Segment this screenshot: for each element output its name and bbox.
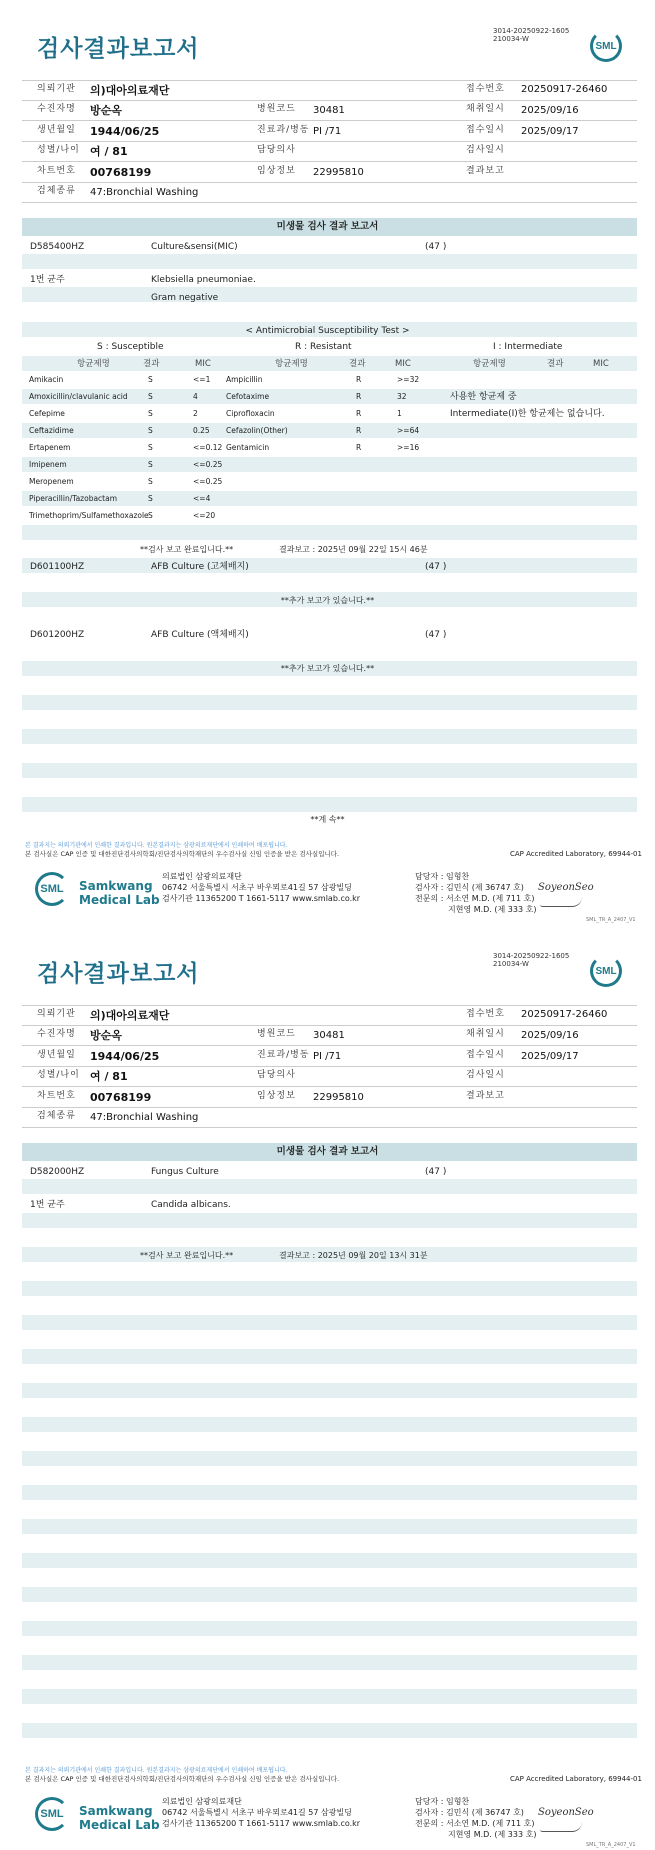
- dept-value: PI /71: [313, 1051, 342, 1062]
- ast-row-mic: <=0.12: [193, 443, 223, 452]
- specimen-label: 검체종류: [37, 1111, 76, 1121]
- ast-row-result: S: [148, 494, 153, 503]
- reception-no-value: 20250917-26460: [521, 84, 608, 95]
- test-code: D601200HZ: [30, 630, 85, 640]
- empty-row-band: [22, 1723, 637, 1738]
- samkwang-logo-icon: SML: [35, 872, 69, 908]
- reception-no-label: 접수번호: [466, 84, 505, 94]
- report-page-2: [0, 925, 655, 1850]
- footer-contact: 검사기관 11365200 T 1661-5117 www.smlab.co.kr: [162, 1819, 361, 1828]
- ast-row-result: S: [148, 426, 153, 435]
- test-name: Fungus Culture: [151, 1167, 219, 1177]
- footer-address: 06742 서울특별시 서초구 바우뫼로41길 57 삼광빌딩: [162, 883, 352, 892]
- specimen-value: 47:Bronchial Washing: [90, 187, 199, 198]
- ast-row-mic: 1: [397, 409, 402, 418]
- ast-row-mic: <=0.25: [193, 477, 223, 486]
- ast-header-drug: 항균제명: [473, 359, 506, 369]
- ast-row-result: R: [356, 426, 362, 435]
- empty-row-band: [22, 1655, 637, 1670]
- continued-note: **계 속**: [310, 815, 345, 824]
- ast-row-drug: Ciprofloxacin: [226, 409, 275, 418]
- report-time: 결과보고 : 2025년 09월 22일 15시 46분: [279, 545, 428, 554]
- ast-row-result: S: [148, 392, 153, 401]
- footer-org: 의료법인 삼광의료재단: [162, 1797, 242, 1806]
- clinical-value: 22995810: [313, 1092, 364, 1103]
- empty-row-band: [22, 1315, 637, 1330]
- test-code: D582000HZ: [30, 1167, 85, 1177]
- ast-header-mic: MIC: [593, 359, 609, 369]
- footer-certification: 본 검사실은 CAP 인증 및 대한진단검사의학회/진단검사의학재단의 우수검사실 신임 인증을 받은 검사실입니다.: [25, 850, 340, 858]
- clinical-label: 임상정보: [257, 166, 296, 176]
- legend-susceptible: S : Susceptible: [97, 342, 164, 352]
- ast-header-drug: 항균제명: [77, 359, 110, 369]
- ast-row-result: S: [148, 375, 153, 384]
- ast-row-result: S: [148, 460, 153, 469]
- report-title: 검사결과보고서: [37, 961, 200, 987]
- empty-row-band: [22, 1451, 637, 1466]
- ast-row-mic: 2: [193, 409, 198, 418]
- ast-row-drug: Trimethoprim/Sulfamethoxazole: [29, 511, 149, 520]
- ast-header-result: 결과: [349, 359, 366, 369]
- empty-row-band: [22, 1485, 637, 1500]
- report-time: 결과보고 : 2025년 09월 20일 13시 31분: [279, 1251, 428, 1260]
- reception-date-value: 2025/09/17: [521, 1051, 579, 1062]
- birth-label: 생년월일: [37, 125, 76, 135]
- footer-disclaimer: 본 결과지는 의뢰기관에서 인쇄한 결과입니다. 원본결과지는 삼광의료재단에서 인쇄하여 배포됩니다.: [25, 842, 288, 849]
- birth-value: 1944/06/25: [90, 125, 160, 138]
- more-reports-note: **추가 보고가 있습니다.**: [280, 664, 375, 673]
- sex-age-label: 성별/나이: [37, 1070, 80, 1080]
- report-complete-note: **검사 보고 완료입니다.**: [140, 545, 234, 554]
- samkwang-logo-icon: SML: [35, 1797, 69, 1833]
- ast-row-drug: Piperacillin/Tazobactam: [29, 494, 118, 503]
- ast-row-mic: >=32: [397, 375, 420, 384]
- hospital-code-value: 30481: [313, 105, 345, 116]
- section-title: 미생물 검사 결과 보고서: [276, 1146, 379, 1157]
- document-number: 3014-20250922-1605 210034-W: [493, 952, 570, 968]
- collect-date-value: 2025/09/16: [521, 1030, 579, 1041]
- sml-logo-icon: SML: [590, 955, 622, 991]
- institution-value: 의)대아의료재단: [90, 84, 170, 97]
- collect-date-value: 2025/09/16: [521, 105, 579, 116]
- reception-date-label: 접수일시: [466, 125, 505, 135]
- ast-row-drug: Amikacin: [29, 375, 64, 384]
- report-label: 결과보고: [466, 1091, 505, 1101]
- empty-row-band: [22, 1281, 637, 1296]
- signature-1: SoyeonSeo: [538, 882, 594, 893]
- test-num: (47 ): [425, 1167, 447, 1177]
- footer-specialist1: 전문의 : 서소연 M.D. (제 711 호): [415, 1819, 535, 1828]
- institution-label: 의뢰기관: [37, 1009, 76, 1019]
- ast-header-mic: MIC: [395, 359, 411, 369]
- legend-intermediate: I : Intermediate: [493, 342, 563, 352]
- ast-row-drug: Gentamicin: [226, 443, 270, 452]
- empty-row-band: [22, 1689, 637, 1704]
- ast-row-mic: <=0.25: [193, 460, 223, 469]
- report-title: 검사결과보고서: [37, 36, 200, 62]
- collect-date-label: 채취일시: [466, 1029, 505, 1039]
- signature-2: [540, 897, 582, 907]
- document-number: 3014-20250922-1605 210034-W: [493, 27, 570, 43]
- ast-note-line2: Intermediate(I)한 항균제는 없습니다.: [450, 409, 605, 419]
- ast-row-mic: 4: [193, 392, 198, 401]
- ast-row-result: R: [356, 409, 362, 418]
- patient-label: 수진자명: [37, 1029, 76, 1039]
- ast-row-result: S: [148, 511, 153, 520]
- ast-row-mic: 0.25: [193, 426, 210, 435]
- legend-resistant: R : Resistant: [295, 342, 352, 352]
- report-complete-note: **검사 보고 완료입니다.**: [140, 1251, 234, 1260]
- institution-value: 의)대아의료재단: [90, 1009, 170, 1022]
- empty-row-band: [22, 1621, 637, 1636]
- organism-name: Candida albicans.: [151, 1200, 231, 1210]
- dept-value: PI /71: [313, 126, 342, 137]
- ast-row-drug: Amoxicillin/clavulanic acid: [29, 392, 128, 401]
- footer-disclaimer: 본 결과지는 의뢰기관에서 인쇄한 결과입니다. 원본결과지는 삼광의료재단에서 인쇄하여 배포됩니다.: [25, 1767, 288, 1774]
- organism-name: Klebsiella pneumoniae.: [151, 275, 256, 285]
- ast-header-result: 결과: [143, 359, 160, 369]
- empty-row-band: [22, 1519, 637, 1534]
- form-version: SML_TR_A_2407_V1: [586, 1842, 636, 1848]
- patient-label: 수진자명: [37, 104, 76, 114]
- chart-label: 차트번호: [37, 1091, 76, 1101]
- ast-header-mic: MIC: [195, 359, 211, 369]
- reception-no-value: 20250917-26460: [521, 1009, 608, 1020]
- ast-row-drug: Ampicillin: [226, 375, 263, 384]
- signature-1: SoyeonSeo: [538, 1807, 594, 1818]
- empty-row-band: [22, 1587, 637, 1602]
- sex-age-value: 여 / 81: [90, 1070, 128, 1083]
- empty-row-band: [22, 1553, 637, 1568]
- ast-title: < Antimicrobial Susceptibility Test >: [245, 326, 410, 336]
- reception-no-label: 접수번호: [466, 1009, 505, 1019]
- footer-examiner: 검사자 : 김민식 (제 36747 호): [415, 883, 524, 892]
- section-title: 미생물 검사 결과 보고서: [276, 221, 379, 232]
- dept-label: 진료과/병동: [257, 125, 310, 135]
- sml-logo-icon: SML: [590, 30, 622, 66]
- ast-row-mic: <=1: [193, 375, 211, 384]
- test-code: D601100HZ: [30, 562, 85, 572]
- ast-row-drug: Ertapenem: [29, 443, 71, 452]
- test-name: AFB Culture (고체배지): [151, 562, 249, 572]
- ast-row-result: S: [148, 443, 153, 452]
- test-num: (47 ): [425, 562, 447, 572]
- footer-specialist2: 지현영 M.D. (제 333 호): [448, 905, 537, 914]
- sex-age-value: 여 / 81: [90, 145, 128, 158]
- samkwang-name: Samkwang Medical Lab: [79, 1804, 160, 1832]
- institution-label: 의뢰기관: [37, 84, 76, 94]
- form-version: SML_TR_A_2407_V1: [586, 917, 636, 923]
- report-label: 결과보고: [466, 166, 505, 176]
- organism-label: 1번 균주: [30, 1200, 65, 1210]
- chart-value: 00768199: [90, 1091, 152, 1104]
- ast-row-mic: 32: [397, 392, 407, 401]
- more-reports-note: **추가 보고가 있습니다.**: [280, 596, 375, 605]
- ast-row-drug: Imipenem: [29, 460, 67, 469]
- ast-row-drug: Cefepime: [29, 409, 65, 418]
- ast-row-drug: Meropenem: [29, 477, 74, 486]
- ast-note-line1: 사용한 항균제 중: [450, 392, 517, 402]
- ast-header-result: 결과: [547, 359, 564, 369]
- empty-row-band: [22, 1383, 637, 1398]
- cap-accreditation: CAP Accredited Laboratory, 69944-01: [510, 1775, 642, 1783]
- ast-row-result: R: [356, 392, 362, 401]
- signature-2: [540, 1822, 582, 1832]
- hospital-code-value: 30481: [313, 1030, 345, 1041]
- hospital-code-label: 병원코드: [257, 104, 296, 114]
- samkwang-name: Samkwang Medical Lab: [79, 879, 160, 907]
- ast-row-mic: >=16: [397, 443, 420, 452]
- ast-row-drug: Cefotaxime: [226, 392, 270, 401]
- chart-value: 00768199: [90, 166, 152, 179]
- footer-specialist1: 전문의 : 서소연 M.D. (제 711 호): [415, 894, 535, 903]
- sex-age-label: 성별/나이: [37, 145, 80, 155]
- organism-label: 1번 균주: [30, 275, 65, 285]
- footer-specialist2: 지현영 M.D. (제 333 호): [448, 1830, 537, 1839]
- footer-manager: 담당자 : 임형찬: [415, 1797, 470, 1806]
- gram-stain: Gram negative: [151, 293, 219, 303]
- test-num: (47 ): [425, 242, 447, 252]
- birth-value: 1944/06/25: [90, 1050, 160, 1063]
- patient-value: 방순옥: [90, 104, 122, 117]
- doctor-label: 담당의사: [257, 145, 296, 155]
- cap-accreditation: CAP Accredited Laboratory, 69944-01: [510, 850, 642, 858]
- doctor-label: 담당의사: [257, 1070, 296, 1080]
- dept-label: 진료과/병동: [257, 1050, 310, 1060]
- ast-row-mic: <=20: [193, 511, 216, 520]
- specimen-value: 47:Bronchial Washing: [90, 1112, 199, 1123]
- ast-row-result: S: [148, 477, 153, 486]
- footer-examiner: 검사자 : 김민식 (제 36747 호): [415, 1808, 524, 1817]
- test-code: D585400HZ: [30, 242, 85, 252]
- footer-contact: 검사기관 11365200 T 1661-5117 www.smlab.co.kr: [162, 894, 361, 903]
- test-date-label: 검사일시: [466, 1070, 505, 1080]
- hospital-code-label: 병원코드: [257, 1029, 296, 1039]
- clinical-label: 임상정보: [257, 1091, 296, 1101]
- ast-row-result: S: [148, 409, 153, 418]
- footer-manager: 담당자 : 임형찬: [415, 872, 470, 881]
- empty-row-band: [22, 1349, 637, 1364]
- reception-date-label: 접수일시: [466, 1050, 505, 1060]
- ast-row-mic: <=4: [193, 494, 211, 503]
- test-num: (47 ): [425, 630, 447, 640]
- ast-header-drug: 항균제명: [275, 359, 308, 369]
- test-name: Culture&sensi(MIC): [151, 242, 238, 252]
- test-date-label: 검사일시: [466, 145, 505, 155]
- patient-value: 방순옥: [90, 1029, 122, 1042]
- ast-row-drug: Cefazolin(Other): [226, 426, 288, 435]
- ast-row-result: R: [356, 443, 362, 452]
- ast-row-mic: >=64: [397, 426, 420, 435]
- ast-row-drug: Ceftazidime: [29, 426, 74, 435]
- chart-label: 차트번호: [37, 166, 76, 176]
- collect-date-label: 채취일시: [466, 104, 505, 114]
- clinical-value: 22995810: [313, 167, 364, 178]
- ast-row-result: R: [356, 375, 362, 384]
- test-name: AFB Culture (액체배지): [151, 630, 249, 640]
- footer-certification: 본 검사실은 CAP 인증 및 대한진단검사의학회/진단검사의학재단의 우수검사실 신임 인증을 받은 검사실입니다.: [25, 1775, 340, 1783]
- specimen-label: 검체종류: [37, 186, 76, 196]
- empty-row-band: [22, 1417, 637, 1432]
- reception-date-value: 2025/09/17: [521, 126, 579, 137]
- footer-address: 06742 서울특별시 서초구 바우뫼로41길 57 삼광빌딩: [162, 1808, 352, 1817]
- birth-label: 생년월일: [37, 1050, 76, 1060]
- footer-org: 의료법인 삼광의료재단: [162, 872, 242, 881]
